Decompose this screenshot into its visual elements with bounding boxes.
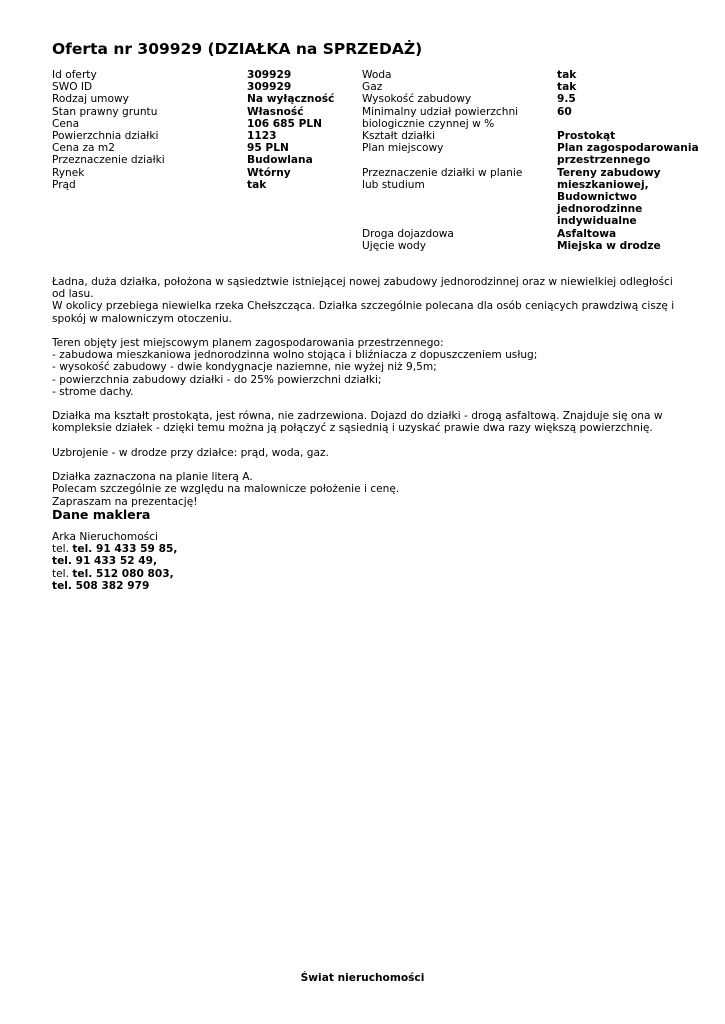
attribute-row [52, 93, 334, 105]
broker-phone[interactable]: tel. 512 080 803, [72, 567, 174, 580]
attribute-value: 60 [557, 105, 572, 118]
attribute-value: Miejska w drodze [557, 239, 661, 252]
attribute-row [52, 118, 334, 130]
attribute-label: Przeznaczenie działki [52, 154, 165, 167]
attribute-row [52, 154, 334, 166]
attribute-value: Budowlana [247, 154, 313, 167]
attribute-row [52, 81, 334, 93]
description-line: Teren objęty jest miejscowym planem zagospodarowania przestrzennego: [52, 337, 444, 349]
attribute-row [362, 142, 719, 166]
attribute-label: Rodzaj umowy [52, 93, 129, 106]
attribute-row [52, 130, 334, 142]
description-line: Działka ma kształt prostokąta, jest równa, nie zadrzewiona. Dojazd do działki - drogą asfaltową. Znajduje się ona w kompleksie działek - dzięki temu można ją połączyć z sąsiednią i uzyskać prawie dwa razy większą powierzchnię. [52, 410, 663, 435]
offer-description [52, 276, 682, 520]
attribute-label: Plan miejscowy [362, 142, 444, 155]
attribute-row [362, 69, 719, 81]
broker-details [52, 531, 177, 592]
description-paragraph [52, 337, 682, 398]
broker-phone-line [52, 568, 177, 580]
attribute-value: 309929 [247, 81, 292, 94]
broker-phone[interactable]: tel. 91 433 59 85, [72, 543, 178, 556]
attribute-row [362, 228, 719, 240]
attribute-value: Prostokąt [557, 130, 616, 143]
description-line: - wysokość zabudowy - dwie kondygnacje naziemne, nie wyżej niż 9,5m; [52, 361, 437, 374]
attribute-value: tak [557, 81, 577, 94]
attribute-value: Na wyłączność [247, 93, 335, 106]
attribute-row [362, 81, 719, 93]
description-line: Polecam szczególnie ze względu na malownicze położenie i cenę. [52, 483, 400, 496]
attribute-row [52, 167, 334, 179]
description-paragraph [52, 471, 682, 508]
attributes-right [362, 69, 719, 252]
broker-phone[interactable]: tel. 91 433 52 49, [52, 555, 158, 568]
description-line: - powierzchnia zabudowy działki - do 25% powierzchni działki; [52, 373, 382, 386]
attribute-row [52, 142, 334, 154]
broker-heading: Dane maklera [52, 507, 151, 522]
attribute-row [362, 93, 719, 105]
attribute-label: Rynek [52, 166, 85, 179]
attribute-value: Wtórny [247, 166, 291, 179]
attribute-value: Plan zagospodarowania przestrzennego [557, 142, 699, 167]
broker-company: Arka Nieruchomości [52, 531, 158, 543]
attribute-label: Woda [362, 69, 392, 81]
attribute-row [52, 69, 334, 81]
attribute-label: Kształt działki [362, 130, 436, 143]
phone-prefix: tel. [52, 567, 69, 580]
attribute-label: Id oferty [52, 69, 97, 81]
description-line: Działka zaznaczona na planie literą A. [52, 471, 253, 484]
attribute-label: Cena za m2 [52, 142, 115, 155]
attribute-value: 309929 [247, 69, 292, 81]
attribute-row [52, 179, 334, 191]
attribute-label: Prąd [52, 178, 76, 191]
description-paragraph [52, 276, 682, 325]
description-line: W okolicy przebiega niewielka rzeka Chełszcząca. Działka szczególnie polecana dla osób ceniących prawdziwą ciszę i spokój w malowniczym otoczeniu. [52, 300, 675, 325]
attribute-value: Tereny zabudowy mieszkaniowej, Budownictwo jednorodzinne indywidualne [557, 166, 661, 228]
broker-phone-line [52, 543, 177, 555]
attribute-row [362, 130, 719, 142]
attribute-value: tak [247, 178, 267, 191]
attribute-label: Powierzchnia działki [52, 130, 159, 143]
description-line: - strome dachy. [52, 385, 134, 398]
attribute-value: 95 PLN [247, 142, 289, 155]
attribute-label: Przeznaczenie działki w planie lub studium [362, 166, 523, 191]
broker-phone-line [52, 555, 177, 567]
attribute-value: 1123 [247, 130, 277, 143]
description-line: Ładna, duża działka, położona w sąsiedztwie istniejącej nowej zabudowy jednorodzinnej oraz w niewielkiej odległości od lasu. [52, 276, 673, 301]
attribute-label: Gaz [362, 81, 383, 94]
attribute-label: Ujęcie wody [362, 239, 427, 252]
attribute-label: Wysokość zabudowy [362, 93, 472, 106]
phone-prefix: tel. [52, 543, 69, 556]
description-paragraph [52, 410, 682, 434]
attribute-row [362, 240, 719, 252]
attribute-value: 106 685 PLN [247, 117, 322, 130]
attribute-value: Własność [247, 105, 304, 118]
attribute-label: Cena [52, 117, 80, 130]
attribute-label: Minimalny udział powierzchni biologicznie czynnej w % [362, 105, 519, 130]
description-line: Uzbrojenie - w drodze przy działce: prąd, woda, gaz. [52, 446, 329, 459]
broker-phone-line [52, 580, 177, 592]
attribute-value: 9.5 [557, 93, 576, 106]
attribute-value: tak [557, 69, 577, 81]
page-footer: Świat nieruchomości [300, 972, 425, 984]
attribute-row [362, 106, 719, 130]
description-paragraph [52, 447, 682, 459]
attribute-row [362, 167, 719, 228]
attributes-left [52, 69, 334, 191]
page-title: Oferta nr 309929 (DZIAŁKA na SPRZEDAŻ) [52, 40, 423, 58]
attribute-row [52, 106, 334, 118]
attribute-label: Stan prawny gruntu [52, 105, 158, 118]
attribute-label: SWO ID [52, 81, 93, 94]
broker-phone[interactable]: tel. 508 382 979 [52, 579, 150, 592]
description-line: Zapraszam na prezentację! [52, 495, 198, 508]
description-line: - zabudowa mieszkaniowa jednorodzinna wolno stojąca i bliźniacza z dopuszczeniem usług; [52, 349, 538, 362]
attribute-label: Droga dojazdowa [362, 227, 454, 240]
attribute-value: Asfaltowa [557, 227, 617, 240]
